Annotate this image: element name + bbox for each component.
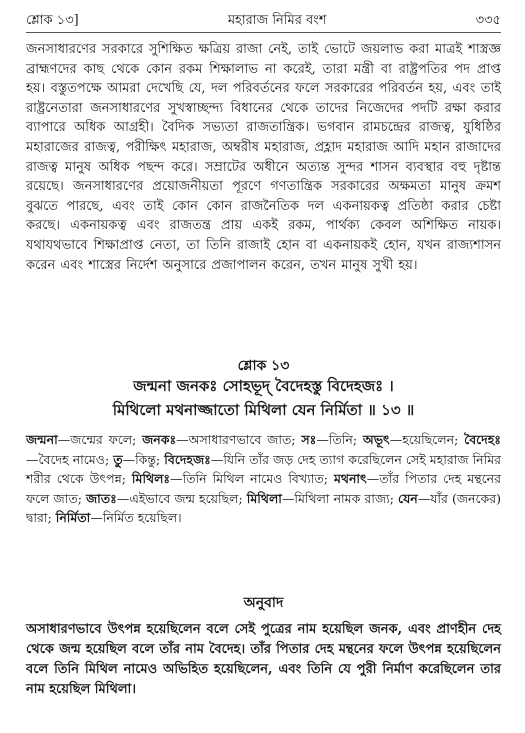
synonym-term: মথনাৎ <box>333 471 367 487</box>
running-header <box>26 10 501 33</box>
synonym-meaning: তিনি মিথিল নামেও বিখ্যাত <box>182 471 324 487</box>
synonym-meaning: অসাধারণভাবে জাত <box>188 432 292 447</box>
sloka-heading: শ্লোক ১৩ <box>237 358 290 374</box>
purport-paragraph: জনসাধারণের সরকারে সুশিক্ষিত ক্ষত্রিয় রাজা নেই, তাই ভোটে জয়লাভ করা মাত্রই শাস্ত্রজ্ঞ ব্রাহ্মণদের কাছ থেকে কোন রকম শিক্ষালাভ না করেই, তারা মন্ত্রী বা রাষ্ট্রপতির পদ প্রাপ্ত হয়। বস্তুতপক্ষে আমরা দেখেছি যে, দল পরিবর্তনের ফলে সরকারের পরিবর্তন হয়, এবং তাই রাষ্ট্রনেতারা জনসাধারণের সুখস্বাচ্ছন্দ্য বিধানের থেকে তাদের নিজেদের পদটি রক্ষা করার ব্যাপারে অধিক আগ্রহী। বৈদিক সভ্যতা রাজতান্ত্রিক। ভগবান রামচন্দ্রের রাজত্ব, যুধিষ্ঠির মহারাজের রাজত্ব, পরীক্ষিৎ মহারাজ, অম্বরীষ মহারাজ, প্রহ্লাদ মহারাজ আদি মহান রাজাদের রাজত্ব মানুষ অধিক পছন্দ করে। সম্রাটের অধীনে অত্যন্ত সুন্দর শাসন ব্যবস্থার বহু দৃষ্টান্ত রয়েছে। জনসাধারণের প্রয়োজনীয়তা পূরণে গণতান্ত্রিক সরকারের অক্ষমতা মানুষ ক্রমশ বুঝতে পারছে, এবং তাই কোন কোন রাজনৈতিক দল একনায়কত্ব প্রতিষ্ঠা করার চেষ্টা করছে। একনায়কত্ব এবং রাজতন্ত্র প্রায় একই রকম, পার্থক্য কেবল অশিক্ষিত নায়ক। যথাযথভাবে শিক্ষাপ্রাপ্ত নেতা, তা তিনি রাজাই হোন বা একনায়কই হোন, যখন রাজ্যশাসন করেন এবং শাস্ত্রের নির্দেশ অনুসারে প্রজাপালন করেন, তখন মানুষ সুখী হয়। <box>26 42 501 273</box>
synonym-meaning: যিনি তাঁর জড় দেহ ত্যাগ করেছিলেন সেই মহারাজ নিমির শরীর থেকে উৎপন্ন <box>26 451 502 487</box>
synonym-meaning: নির্মিত হয়েছিল <box>102 510 178 526</box>
synonym-meaning: জন্মের ফলে <box>70 432 133 447</box>
synonym-term: নির্মিতা <box>55 510 91 526</box>
header-verse-ref: শ্লোক ১৩] <box>26 12 79 28</box>
synonym-term: তু <box>113 451 123 467</box>
synonym-meaning: এইভাবে জন্ম হয়েছিল <box>129 490 239 506</box>
translation-paragraph: অসাধারণভাবে উৎপন্ন হয়েছিলেন বলে সেই পুত্রের নাম হয়েছিল জনক, এবং প্রাণহীন দেহ থেকে জন্ম হয়েছিল বলে তাঁর নাম বৈদেহ। তাঁর পিতার দেহ মন্থনের ফলে উৎপন্ন হয়েছিলেন বলে তিনি মিথিল নামেও অভিহিত হয়েছিলেন, এবং তিনি যে পুরী নির্মাণ করেছিলেন তার নাম হয়েছিল মিথিলা। <box>26 622 501 697</box>
verse-line-1: জন্মনা জনকঃ সোহভূদ্ বৈদেহস্তু বিদেহজঃ । <box>133 377 394 395</box>
synonym-meaning: মিথিলা নামক রাজ্য <box>294 490 390 506</box>
synonym-meaning: তাঁর পিতার দেহ মন্থনের ফলে জাত <box>26 471 501 506</box>
synonym-term: জন্মনা <box>26 432 58 447</box>
synonym-term: জাতঃ <box>86 490 117 506</box>
synonyms-paragraph: জন্মনা—জন্মের ফলে; জনকঃ—অসাধারণভাবে জাত; সঃ—তিনি; অভূৎ—হয়েছিলেন; বৈদেহঃ—বৈদেহ নামেও; তু—কিন্তু; বিদেহজঃ—যিনি তাঁর জড় দেহ ত্যাগ করেছিলেন সেই মহারাজ নিমির শরীর থেকে উৎপন্ন; মিথিলঃ—তিনি মিথিল নামেও বিখ্যাত; মথনাৎ—তাঁর পিতার দেহ মন্থনের ফলে জাত; জাতঃ—এইভাবে জন্ম হয়েছিল; মিথিলা—মিথিলা নামক রাজ্য; যেন—যাঁর (জনকের) দ্বারা; নির্মিতা—নির্মিত হয়েছিল। <box>26 432 502 526</box>
synonym-meaning: হয়েছিলেন <box>402 432 455 447</box>
header-page-number: ৩৩৫ <box>475 12 501 28</box>
synonym-term: মিথিলঃ <box>131 471 171 487</box>
synonym-term: অভূৎ <box>362 432 390 447</box>
synonym-meaning: তিনি <box>328 432 353 447</box>
header-chapter-title: মহারাজ নিমির বংশ <box>227 12 327 28</box>
verse-line-2: মিথিলো মথনাজ্জাতো মিথিলা যেন নির্মিতা ॥ ১৩ ॥ <box>112 401 415 419</box>
synonym-term: বৈদেহঃ <box>464 432 501 447</box>
synonym-meaning: যাঁর (জনকের) দ্বারা <box>26 490 502 526</box>
synonym-term: জনকঃ <box>142 432 177 447</box>
synonym-meaning: বৈদেহ নামেও <box>38 451 105 467</box>
synonym-term: সঃ <box>301 432 317 447</box>
synonym-term: যেন <box>398 490 418 506</box>
synonym-meaning: কিন্তু <box>135 451 157 467</box>
synonym-term: বিদেহজঃ <box>164 451 211 467</box>
translation-heading: অনুবাদ <box>243 595 284 611</box>
synonym-term: মিথিলা <box>246 490 282 506</box>
